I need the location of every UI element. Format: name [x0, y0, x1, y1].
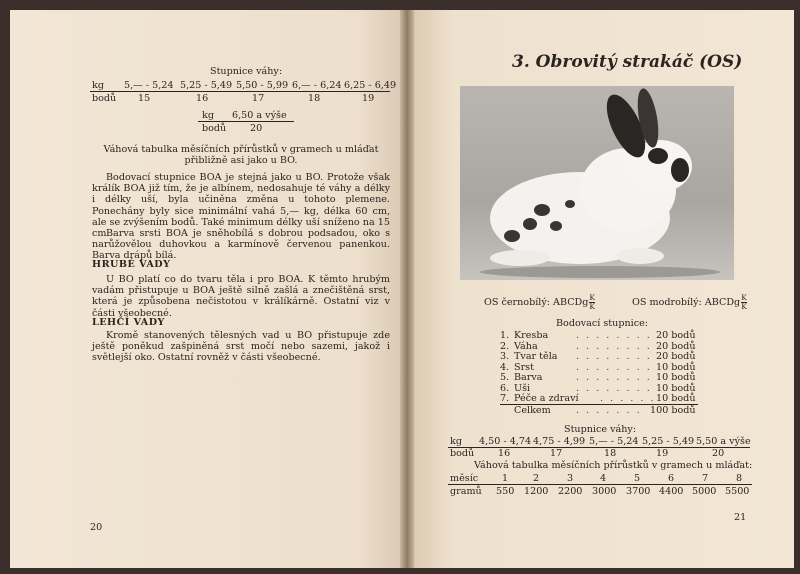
- row-label: Barva: [514, 372, 543, 383]
- month-value: 1: [502, 473, 509, 484]
- row-points: 10 bodů: [656, 382, 696, 394]
- formula-blue-white: [632, 294, 747, 311]
- formula-text: OS černobílý: ABCDg: [484, 297, 589, 308]
- kg-value: 5,— - 5,24: [589, 436, 639, 447]
- paragraph: Kromě stanovených tělesných vad u BO přistupuje zde ještě poněkud zašpiněná srst močí nebo sazemi, jakož i světlejší oko. Ostatní rovněž v části všeobecné.: [92, 330, 390, 364]
- grams-value: 5000: [692, 486, 717, 497]
- grams-value: 3000: [592, 486, 617, 497]
- row-number: 7.: [500, 393, 510, 404]
- section-heading: LEHČÍ VADY: [92, 317, 165, 328]
- row-label: Péče a zdraví: [514, 393, 579, 404]
- rabbit-photo: [460, 86, 734, 280]
- paragraph: Bodovací stupnice BOA je stejná jako u BO. Protože však králík BOA již tím, že je albínem, nedosahuje té váhy a délky i délky uší, byla učiněna změna u tohoto plemene. Ponechány byly sice minimální vahá 5,— kg, délka 60 cm, ale se zvýšením bodů. Také minimum délky uší sníženo na 15 cm.: [92, 172, 390, 240]
- row-number: 4.: [500, 361, 510, 373]
- row-points: 20 bodů: [656, 330, 696, 341]
- month-value: 8: [736, 473, 743, 484]
- weight-scale-title: Stupnice váhy:: [210, 66, 283, 77]
- kg-label: kg: [202, 110, 214, 121]
- kg-value: 6,— - 6,24: [292, 80, 342, 91]
- points-label: bodů: [450, 448, 475, 459]
- month-label: měsíc: [450, 473, 479, 484]
- table-rule: [90, 91, 390, 92]
- row-number: 6.: [500, 382, 510, 394]
- points-value: 17: [252, 93, 265, 104]
- scoring-row: 1. Kresba . . . . . . . . 20 bodů: [500, 330, 696, 341]
- kg-value: 6,50 a výše: [232, 110, 287, 121]
- row-points: 20 bodů: [656, 351, 696, 362]
- weight-scale-title: Stupnice váhy:: [564, 424, 637, 435]
- formula-black-white: [484, 294, 595, 311]
- fraction-numerator: K: [589, 293, 595, 302]
- scoring-row: 2. Váha . . . . . . . . 20 bodů: [500, 340, 696, 352]
- grams-value: 4400: [659, 486, 684, 497]
- month-value: 6: [668, 473, 675, 484]
- row-label: Srst: [514, 361, 534, 373]
- fraction-numerator: K: [741, 293, 747, 302]
- points-label: bodů: [92, 93, 117, 104]
- row-label: Kresba: [514, 330, 549, 341]
- section-heading: HRUBÉ VADY: [92, 259, 171, 270]
- scoring-row: 6. Uši . . . . . . . . 10 bodů: [500, 382, 696, 394]
- row-label: Váha: [514, 340, 538, 352]
- row-points: 10 bodů: [656, 361, 696, 373]
- growth-note: Váhová tabulka měsíčních přírůstků v gramech u mláďat přibližně asi jako u BO.: [103, 144, 379, 167]
- points-value: 16: [196, 93, 209, 104]
- grams-label: gramů: [450, 486, 482, 497]
- month-value: 5: [634, 473, 641, 484]
- total-label: Celkem: [514, 405, 551, 416]
- grams-value: 3700: [626, 486, 651, 497]
- grams-value: 5500: [725, 486, 750, 497]
- kg-label: kg: [92, 80, 104, 91]
- row-points: 10 bodů: [656, 393, 696, 404]
- points-value: 18: [604, 448, 617, 459]
- paragraph: Barva srsti BOA je sněhobílá s dobrou podsadou, oko s narůžovělou duhovkou a karmínově červenou panenkou. Barva drápů bílá.: [92, 228, 390, 262]
- month-value: 4: [600, 473, 607, 484]
- row-number: 2.: [500, 340, 510, 352]
- points-value: 17: [550, 448, 563, 459]
- kg-label: kg: [450, 436, 462, 447]
- fraction-denominator: K: [589, 302, 595, 311]
- points-value: 15: [138, 93, 151, 104]
- points-value: 20: [712, 448, 725, 459]
- kg-value: 5,— - 5,24: [124, 80, 174, 91]
- row-number: 5.: [500, 372, 510, 383]
- formula-fraction: [589, 294, 595, 311]
- total-points: 100 bodů: [650, 405, 696, 416]
- table-rule: [448, 484, 752, 485]
- row-label: Tvar těla: [514, 351, 558, 362]
- row-number: 3.: [500, 351, 510, 362]
- table-rule: [448, 447, 750, 448]
- paragraph: U BO platí co do tvaru těla i pro BOA. K těmto hrubým vadám přistupuje u BOA ještě silně zašlá a znečištěná srst, která je způsobena nečistotou v králíkárně. Ostatní viz v části všeobecné.: [92, 274, 390, 319]
- table-rule: [198, 121, 294, 122]
- kg-value: 4,75 - 4,99: [533, 436, 586, 447]
- page-number: 20: [90, 522, 103, 533]
- points-value: 16: [498, 448, 511, 459]
- scoring-title: Bodovací stupnice:: [556, 318, 649, 329]
- scoring-row: 7. Péče a zdraví . . . . . . 10 bodů: [500, 393, 696, 404]
- formula-text: OS modrobílý: ABCDg: [632, 297, 741, 308]
- row-label: Uši: [514, 382, 531, 394]
- kg-value: 5,50 a výše: [696, 436, 751, 447]
- grams-value: 1200: [524, 486, 549, 497]
- kg-value: 5,25 - 5,49: [180, 80, 233, 91]
- row-points: 10 bodů: [656, 372, 696, 383]
- growth-table-title: Váhová tabulka měsíčních přírůstků v gramech u mláďat:: [474, 460, 753, 471]
- month-value: 3: [567, 473, 574, 484]
- kg-value: 5,50 - 5,99: [236, 80, 289, 91]
- kg-value: 6,25 - 6,49: [344, 80, 397, 91]
- kg-value: 5,25 - 5,49: [642, 436, 695, 447]
- grams-value: 2200: [558, 486, 583, 497]
- points-value: 20: [250, 123, 263, 134]
- page-number: 21: [734, 512, 747, 523]
- fraction-denominator: K: [741, 302, 747, 311]
- month-value: 7: [702, 473, 709, 484]
- rabbit-illustration: [460, 86, 734, 280]
- formula-fraction: [741, 294, 747, 311]
- book-gutter: [400, 10, 414, 568]
- points-label: bodů: [202, 123, 227, 134]
- scoring-row: 4. Srst . . . . . . . . 10 bodů: [500, 361, 696, 373]
- points-value: 18: [308, 93, 321, 104]
- points-value: 19: [362, 93, 375, 104]
- grams-value: 550: [496, 486, 515, 497]
- kg-value: 4,50 - 4,74: [479, 436, 532, 447]
- scoring-row: 5. Barva . . . . . . . . 10 bodů: [500, 372, 696, 383]
- row-number: 1.: [500, 330, 510, 341]
- points-value: 19: [656, 448, 669, 459]
- page-title: 3. Obrovitý strakáč (OS): [512, 52, 743, 72]
- row-points: 20 bodů: [656, 340, 696, 352]
- month-value: 2: [533, 473, 540, 484]
- scoring-row: 3. Tvar těla . . . . . . . . 20 bodů: [500, 351, 696, 362]
